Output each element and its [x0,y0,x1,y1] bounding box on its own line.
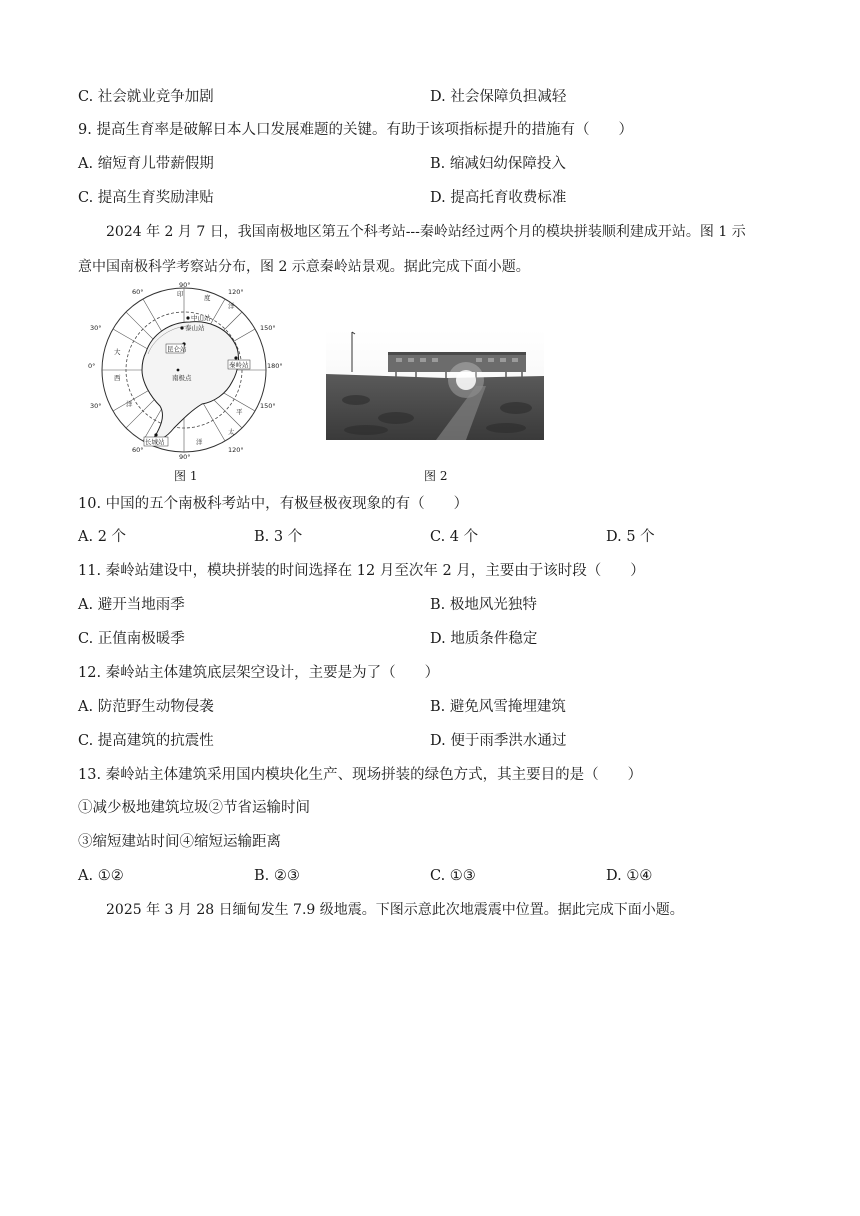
q11-option-a: A. 避开当地雨季 [78,597,185,613]
q12-option-d: D. 便于雨季洪水通过 [430,733,567,749]
q8-option-d: D. 社会保障负担减轻 [430,89,567,105]
q11-option-d: D. 地质条件稳定 [430,631,538,647]
zhongshan-station-label: 中山站 [191,314,211,322]
q12-option-a: A. 防范野生动物侵袭 [78,699,214,715]
lon-label-bottom: 90° [179,453,191,460]
q12-stem: 12. 秦岭站主体建筑底层架空设计，主要是为了（ ） [78,665,440,681]
lon-label-l: 0° [88,362,96,370]
q12-option-b: B. 避免风雪掩埋建筑 [430,699,566,715]
q9-option-c: C. 提高生育奖励津贴 [78,190,214,206]
intro2-paragraph: 2025 年 3 月 28 日缅甸发生 7.9 级地震。下图示意此次地震震中位置。据此完成下面小题。 [106,902,684,918]
ocean-label-da: 大 [114,348,121,356]
q13-option-d: D. ①④ [606,868,653,884]
lon-label-bl: 60° [132,446,144,454]
lon-label-l1: 30° [90,324,102,332]
lon-label-r2: 150° [260,402,276,410]
lon-label-r: 180° [267,362,282,370]
q9-stem: 9. 提高生育率是破解日本人口发展难题的关键。有助于该项指标提升的措施有（ ） [78,122,633,138]
qinling-station-dot [234,356,237,359]
q10-option-a: A. 2 个 [78,529,127,545]
taishan-station-label: 泰山站 [185,324,205,332]
q13-stem: 13. 秦岭站主体建筑采用国内模块化生产、现场拼装的绿色方式，其主要目的是（ ） [78,767,643,783]
q10-option-d: D. 5 个 [606,529,655,545]
ocean-label-tai: 太 [228,428,235,436]
lon-label-l2: 30° [90,402,102,410]
ocean-label-yang3: 洋 [196,438,203,446]
lon-label-tr: 120° [228,288,244,296]
q13-items-line2: ③缩短建站时间④缩短运输距离 [78,834,281,850]
kunlun-station-label: 昆仑站 [167,345,187,353]
qinling-station-label: 秦岭站 [229,361,249,369]
lon-label-top: 90° [179,282,191,289]
changcheng-station-dot [154,433,157,436]
q12-option-c: C. 提高建筑的抗震性 [78,733,214,749]
q13-items-line1: ①减少极地建筑垃圾②节省运输时间 [78,800,310,816]
lon-label-tl: 60° [132,288,144,296]
figure1-antarctic-map [86,282,282,460]
zhongshan-station-dot [186,316,189,319]
q9-option-a: A. 缩短育儿带薪假期 [78,156,214,172]
q11-option-b: B. 极地风光独特 [430,597,537,613]
ocean-label-yin: 印 [177,290,184,298]
ocean-label-du: 度 [204,294,211,302]
figure2-qinling-photo [326,330,544,440]
south-pole-label: 南极点 [172,374,192,382]
q8-option-c: C. 社会就业竞争加剧 [78,89,214,105]
ocean-label-yang2: 洋 [126,400,133,408]
figure2-caption: 图 2 [424,469,448,483]
q13-option-c: C. ①③ [430,868,476,884]
ocean-label-yang: 洋 [228,302,235,310]
figure1-caption: 图 1 [174,469,198,483]
q10-option-c: C. 4 个 [430,529,479,545]
intro1-line1: 2024 年 2 月 7 日，我国南极地区第五个科考站---秦岭站经过两个月的模块拼装顺利建成开站。图 1 示 [106,224,746,240]
ocean-label-ping: 平 [236,408,243,416]
changcheng-station-label: 长城站 [145,438,165,446]
q11-stem: 11. 秦岭站建设中，模块拼装的时间选择在 12 月至次年 2 月，主要由于该时段（ ） [78,563,645,579]
intro1-line2: 意中国南极科学考察站分布，图 2 示意秦岭站景观。据此完成下面小题。 [78,259,530,275]
lon-label-r1: 150° [260,324,276,332]
lon-label-br: 120° [228,446,244,454]
q9-option-d: D. 提高托育收费标准 [430,190,567,206]
q13-option-a: A. ①② [78,868,124,884]
q10-option-b: B. 3 个 [254,529,303,545]
ocean-label-xi: 西 [114,374,121,382]
q13-option-b: B. ②③ [254,868,300,884]
q9-option-b: B. 缩减妇幼保障投入 [430,156,566,172]
q11-option-c: C. 正值南极暖季 [78,631,185,647]
taishan-station-dot [180,326,183,329]
q10-stem: 10. 中国的五个南极科考站中，有极昼极夜现象的有（ ） [78,496,469,512]
